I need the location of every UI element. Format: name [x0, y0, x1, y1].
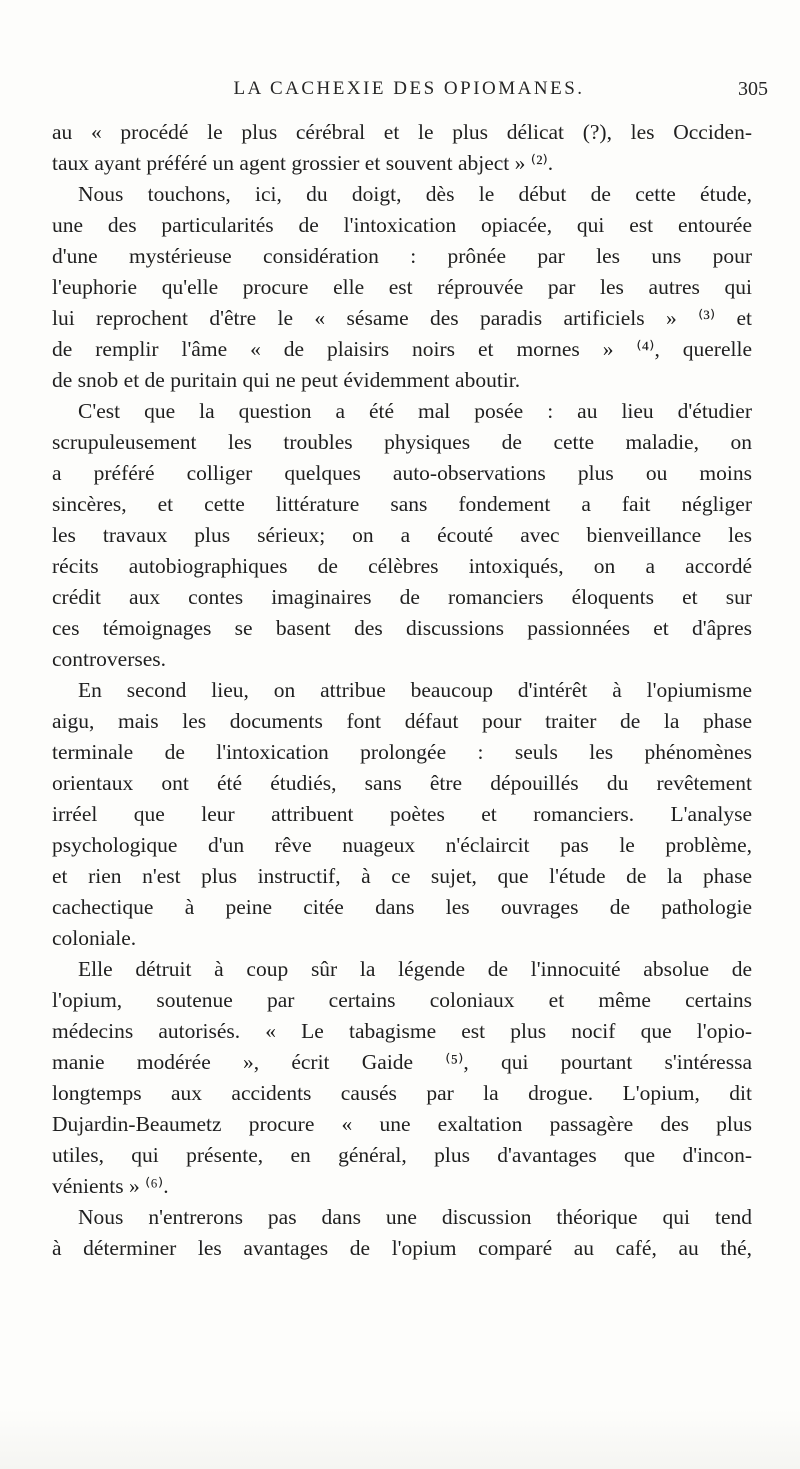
text-line: l'opium, soutenue par certains coloniaux et même certains — [52, 988, 752, 1012]
text-line: Dujardin-Beaumetz procure « une exaltation passagère des plus — [52, 1112, 752, 1136]
text-line: ces témoignages se basent des discussions passionnées et d'âpres — [52, 616, 752, 640]
text-line: cachectique à peine citée dans les ouvrages de pathologie — [52, 895, 752, 919]
page-number: 305 — [738, 78, 768, 100]
text-line: lui reprochent d'être le « sésame des paradis artificiels » ⁽³⁾ et — [52, 306, 752, 330]
page-header — [48, 78, 770, 108]
text-line: les travaux plus sérieux; on a écouté avec bienveillance les — [52, 523, 752, 547]
text-line: taux ayant préféré un agent grossier et souvent abject » ⁽²⁾. — [52, 151, 554, 175]
text-line: crédit aux contes imaginaires de romanciers éloquents et sur — [52, 585, 752, 609]
page-bottom-shade — [0, 1409, 800, 1469]
text-line: manie modérée », écrit Gaide ⁽⁵⁾, qui pourtant s'intéressa — [52, 1050, 752, 1074]
text-line: coloniale. — [52, 926, 137, 950]
text-line: terminale de l'intoxication prolongée : seuls les phénomènes — [52, 740, 752, 764]
text-line: médecins autorisés. « Le tabagisme est plus nocif que l'opio- — [52, 1019, 752, 1043]
text-line: scrupuleusement les troubles physiques de cette maladie, on — [52, 430, 752, 454]
text-line: controverses. — [52, 647, 167, 671]
text-line: récits autobiographiques de célèbres intoxiqués, on a accordé — [52, 554, 752, 578]
text-line: Nous n'entrerons pas dans une discussion théorique qui tend — [78, 1205, 752, 1229]
text-line: une des particularités de l'intoxication opiacée, qui est entourée — [52, 213, 752, 237]
text-line: de remplir l'âme « de plaisirs noirs et mornes » ⁽⁴⁾, querelle — [52, 337, 752, 361]
text-line: d'une mystérieuse considération : prônée par les uns pour — [52, 244, 752, 268]
text-line: Elle détruit à coup sûr la légende de l'innocuité absolue de — [78, 957, 752, 981]
text-line: utiles, qui présente, en général, plus d'avantages que d'incon- — [52, 1143, 752, 1167]
running-title: LA CACHEXIE DES OPIOMANES. — [233, 78, 585, 99]
text-line: irréel que leur attribuent poètes et romanciers. L'analyse — [52, 802, 752, 826]
text-line: En second lieu, on attribue beaucoup d'intérêt à l'opiumisme — [78, 678, 752, 702]
text-line: l'euphorie qu'elle procure elle est réprouvée par les autres qui — [52, 275, 752, 299]
text-line: sincères, et cette littérature sans fondement a fait négliger — [52, 492, 752, 516]
text-line: de snob et de puritain qui ne peut évidemment aboutir. — [52, 368, 521, 392]
text-line: aigu, mais les documents font défaut pour traiter de la phase — [52, 709, 752, 733]
text-line: vénients » ⁽⁶⁾. — [52, 1174, 169, 1198]
text-line: a préféré colliger quelques auto-observations plus ou moins — [52, 461, 752, 485]
text-line: et rien n'est plus instructif, à ce sujet, que l'étude de la phase — [52, 864, 752, 888]
text-line: psychologique d'un rêve nuageux n'éclaircit pas le problème, — [52, 833, 752, 857]
text-line: au « procédé le plus cérébral et le plus délicat (?), les Occiden- — [52, 120, 752, 144]
body-text — [52, 117, 752, 1264]
text-line: longtemps aux accidents causés par la drogue. L'opium, dit — [52, 1081, 752, 1105]
text-line: orientaux ont été étudiés, sans être dépouillés du revêtement — [52, 771, 752, 795]
text-line: Nous touchons, ici, du doigt, dès le début de cette étude, — [78, 182, 752, 206]
text-line: à déterminer les avantages de l'opium comparé au café, au thé, — [52, 1236, 752, 1260]
text-line: C'est que la question a été mal posée : au lieu d'étudier — [78, 399, 752, 423]
